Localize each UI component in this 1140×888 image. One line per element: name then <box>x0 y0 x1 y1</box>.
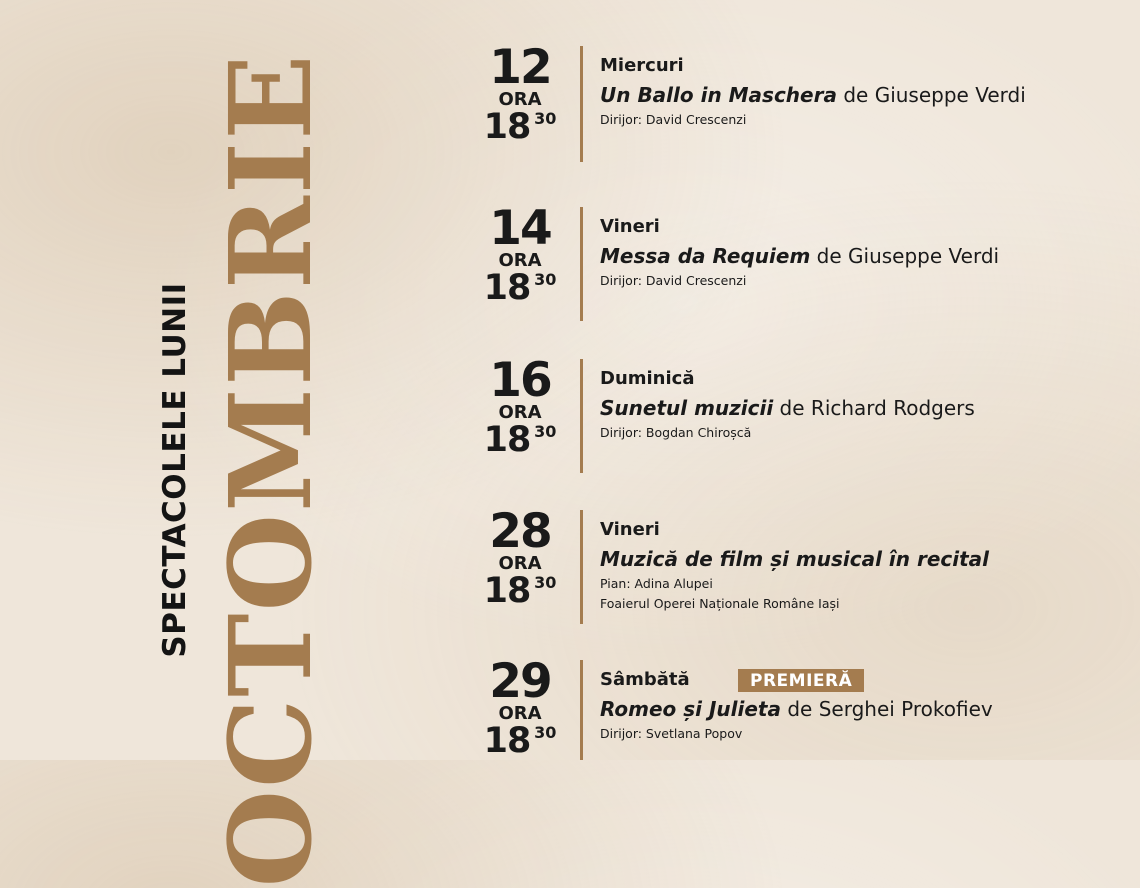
event-day: 14 <box>489 201 551 256</box>
event-item <box>470 654 1110 780</box>
event-detail: Pian: Adina Alupei <box>600 576 713 591</box>
event-date <box>470 201 570 308</box>
event-info <box>600 668 1110 744</box>
event-detail: Dirijor: David Crescenzi <box>600 273 747 288</box>
event-date <box>470 504 570 611</box>
event-work: Romeo și Julieta <box>600 697 781 721</box>
event-weekday: Sâmbătă <box>600 669 690 690</box>
event-item <box>470 201 1110 327</box>
event-title <box>600 544 1110 574</box>
event-day: 28 <box>489 504 551 559</box>
ora-label: ORA <box>498 89 542 110</box>
event-work: Muzică de film și musical în recital <box>600 547 990 571</box>
ora-label: ORA <box>498 250 542 271</box>
event-divider <box>580 207 583 321</box>
event-title <box>600 393 1110 423</box>
event-date <box>470 40 570 147</box>
event-work: Messa da Requiem <box>600 244 811 268</box>
event-minutes: 30 <box>534 270 557 289</box>
event-time <box>484 270 557 306</box>
event-hour: 18 <box>483 420 531 460</box>
event-detail: Dirijor: David Crescenzi <box>600 112 747 127</box>
event-hour: 18 <box>483 268 531 308</box>
event-day: 12 <box>489 40 551 95</box>
event-info <box>600 215 1110 291</box>
event-divider <box>580 660 583 760</box>
event-work: Sunetul muzicii <box>600 396 774 420</box>
event-title <box>600 241 1110 271</box>
event-title <box>600 694 1110 724</box>
event-weekday: Miercuri <box>600 55 684 76</box>
ora-label: ORA <box>498 703 542 724</box>
event-weekday: Vineri <box>600 216 660 237</box>
event-composer: de Serghei Prokofiev <box>781 697 993 721</box>
premiere-badge: PREMIERĂ <box>738 669 864 692</box>
event-divider <box>580 510 583 624</box>
event-minutes: 30 <box>534 723 557 742</box>
event-time <box>484 573 557 609</box>
event-composer: de Richard Rodgers <box>773 396 975 420</box>
event-hour: 18 <box>483 571 531 611</box>
event-item <box>470 353 1110 479</box>
event-info <box>600 54 1110 130</box>
ora-label: ORA <box>498 402 542 423</box>
month-title: OCTOMBRIE <box>206 52 337 888</box>
event-minutes: 30 <box>534 109 557 128</box>
event-work: Un Ballo in Maschera <box>600 83 837 107</box>
event-item <box>470 504 1110 630</box>
event-info <box>600 518 1110 614</box>
event-composer: de Giuseppe Verdi <box>836 83 1026 107</box>
event-minutes: 30 <box>534 573 557 592</box>
event-date <box>470 654 570 761</box>
event-day: 16 <box>489 353 551 408</box>
event-date <box>470 353 570 460</box>
event-divider <box>580 46 583 162</box>
ora-label: ORA <box>498 553 542 574</box>
event-detail: Dirijor: Svetlana Popov <box>600 726 743 741</box>
event-weekday: Duminică <box>600 368 695 389</box>
event-composer: de Giuseppe Verdi <box>810 244 1000 268</box>
event-item <box>470 40 1110 166</box>
event-time <box>484 422 557 458</box>
event-divider <box>580 359 583 473</box>
event-weekday: Vineri <box>600 519 660 540</box>
event-hour: 18 <box>483 107 531 147</box>
event-detail: Dirijor: Bogdan Chiroșcă <box>600 425 752 440</box>
event-day: 29 <box>489 654 551 709</box>
event-time <box>484 109 557 145</box>
event-minutes: 30 <box>534 422 557 441</box>
event-hour: 18 <box>483 721 531 761</box>
event-venue: Foaierul Operei Naționale Române Iași <box>600 596 840 611</box>
event-info <box>600 367 1110 443</box>
event-title <box>600 80 1110 110</box>
event-time <box>484 723 557 759</box>
page-subtitle: SPECTACOLELE LUNII <box>157 282 193 658</box>
